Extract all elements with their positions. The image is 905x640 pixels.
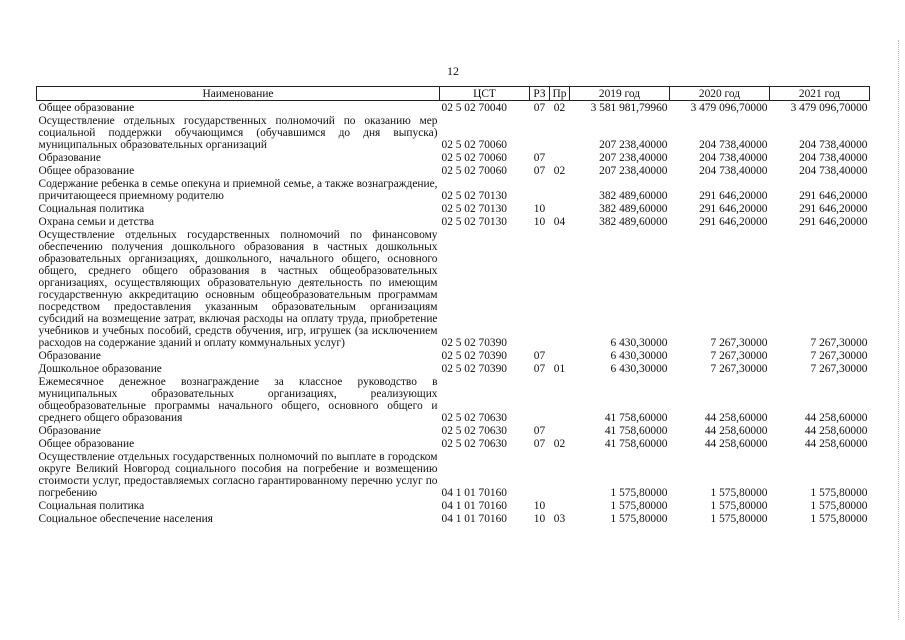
row-name: Социальная политика bbox=[38, 500, 145, 512]
row-rz: 07 bbox=[533, 425, 546, 437]
table-row bbox=[37, 375, 870, 424]
table-row bbox=[37, 215, 870, 228]
row-cst: 02 5 02 70390 bbox=[441, 337, 507, 349]
row-2020: 1 575,80000 bbox=[710, 500, 768, 512]
row-2020: 204 738,40000 bbox=[699, 139, 768, 151]
row-pr: 02 bbox=[553, 438, 566, 450]
row-cst: 02 5 02 70630 bbox=[441, 438, 507, 450]
row-name: Образование bbox=[38, 152, 101, 164]
row-2020: 44 258,60000 bbox=[704, 412, 768, 424]
row-name: Осуществление отдельных государственных полномочий по оказанию мер социальной поддержки обучающимся (обучавшимся до дня выпуска) муниципальных образовательных организаций bbox=[38, 115, 438, 151]
row-name: Общее образование bbox=[38, 102, 135, 114]
table-body bbox=[37, 101, 870, 526]
row-2019: 41 758,60000 bbox=[604, 425, 668, 437]
row-pr: 04 bbox=[553, 216, 566, 228]
row-name: Содержание ребенка в семье опекуна и приемной семье, а также вознаграждение, причитающееся приемному родителю bbox=[38, 178, 438, 202]
row-2021: 204 738,40000 bbox=[799, 165, 868, 177]
row-2020: 1 575,80000 bbox=[710, 513, 768, 525]
row-rz: 10 bbox=[533, 216, 546, 228]
row-name: Ежемесячное денежное вознаграждение за классное руководство в муниципальных образовательных организациях, реализующих общеобразовательные программы начального общего, основного общего и среднего общего образования bbox=[38, 376, 438, 424]
row-2021: 204 738,40000 bbox=[799, 139, 868, 151]
row-cst: 02 5 02 70390 bbox=[441, 363, 507, 375]
row-rz: 07 bbox=[533, 350, 546, 362]
row-rz: 10 bbox=[533, 500, 546, 512]
header-2021: 2021 год bbox=[770, 87, 870, 101]
row-pr: 03 bbox=[553, 513, 566, 525]
row-2021: 3 479 096,70000 bbox=[790, 102, 868, 114]
row-2019: 3 581 981,79960 bbox=[590, 102, 668, 114]
scan-edge-marks bbox=[896, 40, 899, 620]
row-2020: 7 267,30000 bbox=[710, 363, 768, 375]
row-rz: 07 bbox=[533, 102, 546, 114]
row-2021: 7 267,30000 bbox=[810, 337, 868, 349]
row-cst: 02 5 02 70060 bbox=[441, 139, 507, 151]
header-cst: ЦСТ bbox=[440, 87, 530, 101]
row-2019: 6 430,30000 bbox=[610, 363, 668, 375]
table-row bbox=[37, 114, 870, 151]
row-pr bbox=[550, 424, 570, 437]
row-2021: 44 258,60000 bbox=[804, 412, 868, 424]
row-name: Осуществление отдельных государственных полномочий по финансовому обеспечению получения дошкольного образования в частных дошкольных образовательных организациях, дошкольного, начального общего, основного общего, среднего общего образования в частных общеобразовательных организациях, осуществляющих образовательную деятельность по имеющим государственную аккредитацию основным общеобразовательным программам посредством предоставления указанным образовательным организациям субсидий на возмещение затрат, включая расходы на оплату труда, приобретение учебников и учебных пособий, средств обучения, игр, игрушек (за исключением расходов на содержание зданий и оплату коммунальных услуг) bbox=[38, 229, 438, 349]
row-2020: 7 267,30000 bbox=[710, 337, 768, 349]
table-row bbox=[37, 164, 870, 177]
row-rz: 10 bbox=[533, 513, 546, 525]
row-rz bbox=[530, 228, 550, 349]
table-row bbox=[37, 177, 870, 202]
row-2021: 291 646,20000 bbox=[799, 190, 868, 202]
row-2021: 7 267,30000 bbox=[810, 350, 868, 362]
header-rz: РЗ bbox=[530, 87, 550, 101]
table-row bbox=[37, 228, 870, 349]
row-name: Осуществление отдельных государственных полномочий по выплате в городском округе Великий Новгород социального пособия на погребение и возмещению стоимости услуг, предоставляемых согласно гарантированному перечню услуг по погребению bbox=[38, 451, 438, 499]
table-row bbox=[37, 101, 870, 115]
row-2019: 41 758,60000 bbox=[604, 412, 668, 424]
row-2019: 1 575,80000 bbox=[610, 513, 668, 525]
table-row bbox=[37, 362, 870, 375]
row-name: Охрана семьи и детства bbox=[38, 216, 154, 228]
row-2020: 1 575,80000 bbox=[710, 487, 768, 499]
row-cst: 02 5 02 70130 bbox=[441, 190, 507, 202]
row-2019: 382 489,60000 bbox=[599, 216, 668, 228]
header-name: Наименование bbox=[37, 87, 440, 101]
row-cst: 02 5 02 70060 bbox=[441, 165, 507, 177]
row-pr bbox=[550, 228, 570, 349]
row-2019: 1 575,80000 bbox=[610, 500, 668, 512]
row-cst: 04 1 01 70160 bbox=[441, 487, 507, 499]
row-pr bbox=[550, 177, 570, 202]
row-2019: 382 489,60000 bbox=[599, 190, 668, 202]
row-rz: 07 bbox=[533, 152, 546, 164]
row-pr bbox=[550, 114, 570, 151]
row-pr bbox=[550, 349, 570, 362]
row-2021: 44 258,60000 bbox=[804, 438, 868, 450]
row-rz bbox=[530, 375, 550, 424]
row-2021: 7 267,30000 bbox=[810, 363, 868, 375]
header-pr: Пр bbox=[550, 87, 570, 101]
row-rz: 07 bbox=[533, 438, 546, 450]
row-2020: 204 738,40000 bbox=[699, 152, 768, 164]
row-2020: 44 258,60000 bbox=[704, 438, 768, 450]
row-cst: 02 5 02 70390 bbox=[441, 350, 507, 362]
row-name: Общее образование bbox=[38, 438, 135, 450]
row-pr bbox=[550, 499, 570, 512]
row-2020: 7 267,30000 bbox=[710, 350, 768, 362]
row-2020: 204 738,40000 bbox=[699, 165, 768, 177]
row-rz bbox=[530, 177, 550, 202]
table-row bbox=[37, 450, 870, 499]
budget-table bbox=[36, 86, 870, 525]
row-name: Социальное обеспечение населения bbox=[38, 513, 213, 525]
table-row bbox=[37, 349, 870, 362]
row-rz bbox=[530, 450, 550, 499]
row-cst: 04 1 01 70160 bbox=[441, 500, 507, 512]
row-rz: 10 bbox=[533, 203, 546, 215]
row-2021: 1 575,80000 bbox=[810, 500, 868, 512]
row-pr: 02 bbox=[553, 165, 566, 177]
row-name: Дошкольное образование bbox=[38, 363, 162, 375]
table-row bbox=[37, 424, 870, 437]
table-row bbox=[37, 437, 870, 450]
row-name: Образование bbox=[38, 350, 101, 362]
header-2020: 2020 год bbox=[670, 87, 770, 101]
row-2021: 44 258,60000 bbox=[804, 425, 868, 437]
page-number: 12 bbox=[447, 64, 459, 78]
row-cst: 02 5 02 70040 bbox=[441, 102, 507, 114]
row-pr bbox=[550, 202, 570, 215]
row-2019: 207 238,40000 bbox=[599, 152, 668, 164]
row-2021: 204 738,40000 bbox=[799, 152, 868, 164]
row-pr bbox=[550, 375, 570, 424]
row-rz bbox=[530, 114, 550, 151]
table-header-row bbox=[37, 87, 870, 101]
row-name: Образование bbox=[38, 425, 101, 437]
row-cst: 02 5 02 70630 bbox=[441, 425, 507, 437]
row-2019: 382 489,60000 bbox=[599, 203, 668, 215]
row-cst: 02 5 02 70130 bbox=[441, 203, 507, 215]
row-2019: 41 758,60000 bbox=[604, 438, 668, 450]
row-2021: 1 575,80000 bbox=[810, 487, 868, 499]
row-name: Общее образование bbox=[38, 165, 135, 177]
header-2019: 2019 год bbox=[570, 87, 670, 101]
row-pr: 01 bbox=[553, 363, 566, 375]
row-cst: 02 5 02 70630 bbox=[441, 412, 507, 424]
table-row bbox=[37, 151, 870, 164]
row-2020: 291 646,20000 bbox=[699, 190, 768, 202]
row-2020: 44 258,60000 bbox=[704, 425, 768, 437]
row-2020: 3 479 096,70000 bbox=[690, 102, 768, 114]
table-row bbox=[37, 499, 870, 512]
row-cst: 04 1 01 70160 bbox=[441, 513, 507, 525]
table-row bbox=[37, 512, 870, 525]
row-2019: 207 238,40000 bbox=[599, 139, 668, 151]
row-cst: 02 5 02 70130 bbox=[441, 216, 507, 228]
row-name: Социальная политика bbox=[38, 203, 145, 215]
row-2020: 291 646,20000 bbox=[699, 203, 768, 215]
row-2021: 291 646,20000 bbox=[799, 203, 868, 215]
row-pr: 02 bbox=[553, 102, 566, 114]
row-2019: 207 238,40000 bbox=[599, 165, 668, 177]
row-rz: 07 bbox=[533, 363, 546, 375]
row-2019: 6 430,30000 bbox=[610, 350, 668, 362]
row-2021: 291 646,20000 bbox=[799, 216, 868, 228]
row-2019: 1 575,80000 bbox=[610, 487, 668, 499]
table-row bbox=[37, 202, 870, 215]
row-2020: 291 646,20000 bbox=[699, 216, 768, 228]
row-pr bbox=[550, 151, 570, 164]
row-cst: 02 5 02 70060 bbox=[441, 152, 507, 164]
row-2021: 1 575,80000 bbox=[810, 513, 868, 525]
row-rz: 07 bbox=[533, 165, 546, 177]
row-pr bbox=[550, 450, 570, 499]
row-2019: 6 430,30000 bbox=[610, 337, 668, 349]
